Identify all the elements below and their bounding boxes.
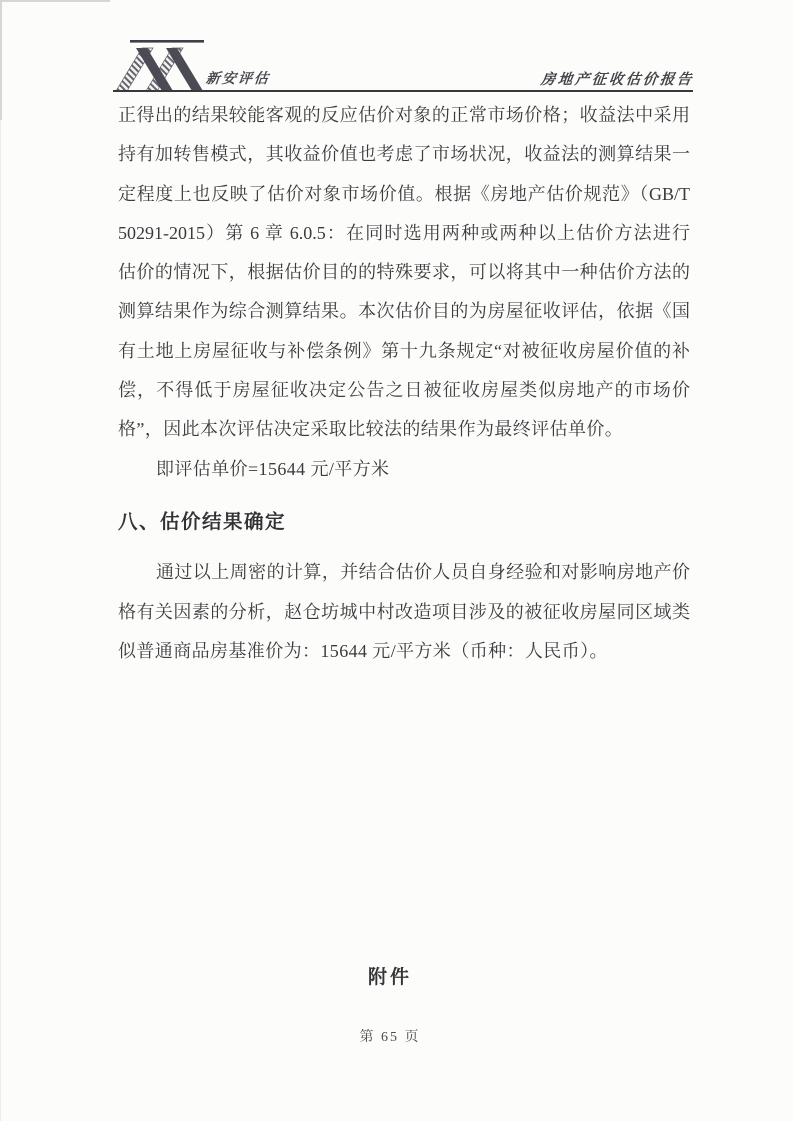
- scan-edge-left-faint: [0, 0, 1, 1121]
- paragraph1-line: 测算结果作为综合测算结果。本次估价目的为房屋征收评估，依据《国: [118, 301, 690, 322]
- attachment-label: 附件: [367, 967, 412, 988]
- logo-text: 新安评估: [205, 72, 271, 87]
- document-body: [118, 96, 690, 671]
- section-heading: 八、估价结果确定: [118, 511, 287, 533]
- report-title: 房地产征收估价报告: [540, 72, 695, 88]
- striped-m-monogram-icon: [116, 38, 208, 92]
- paragraph1-line: 估价的情况下，根据估价目的的特殊要求，可以将其中一种估价方法的: [118, 262, 690, 283]
- scan-edge-left: [0, 0, 2, 120]
- paragraph2-line: 通过以上周密的计算，并结合估价人员自身经验和对影响房地产价: [156, 562, 690, 583]
- paragraph2-line: 似普通商品房基准价为：15644 元/平方米（币种：人民币）。: [118, 640, 608, 661]
- paragraph1-line: 正得出的结果较能客观的反应估价对象的正常市场价格；收益法中采用: [118, 105, 690, 125]
- paragraph1-line: 持有加转售模式，其收益价值也考虑了市场状况，收益法的测算结果一: [118, 144, 690, 165]
- paragraph1-line: 偿，不得低于房屋征收决定公告之日被征收房屋类似房地产的市场价: [118, 380, 690, 401]
- paragraph1-line: 50291-2015）第 6 章 6.0.5：在同时选用两种或两种以上估价方法进行: [118, 222, 690, 243]
- page-number: 第 65 页: [359, 1030, 421, 1045]
- company-logo: [116, 38, 416, 92]
- paragraph1-line: 格”，因此本次评估决定采取比较法的结果作为最终评估单价。: [118, 419, 624, 440]
- scan-edge-top: [0, 0, 110, 2]
- paragraph1-line: 有土地上房屋征收与补偿条例》第十九条规定“对被征收房屋价值的补: [118, 340, 690, 361]
- header-divider: [113, 90, 693, 92]
- unit-price-line: 即评估单价=15644 元/平方米: [156, 458, 390, 479]
- paragraph1-line: 定程度上也反映了估价对象市场价值。根据《房地产估价规范》（GB/T: [118, 183, 690, 204]
- paragraph2-line: 格有关因素的分析，赵仓坊城中村改造项目涉及的被征收房屋同区域类: [118, 601, 690, 622]
